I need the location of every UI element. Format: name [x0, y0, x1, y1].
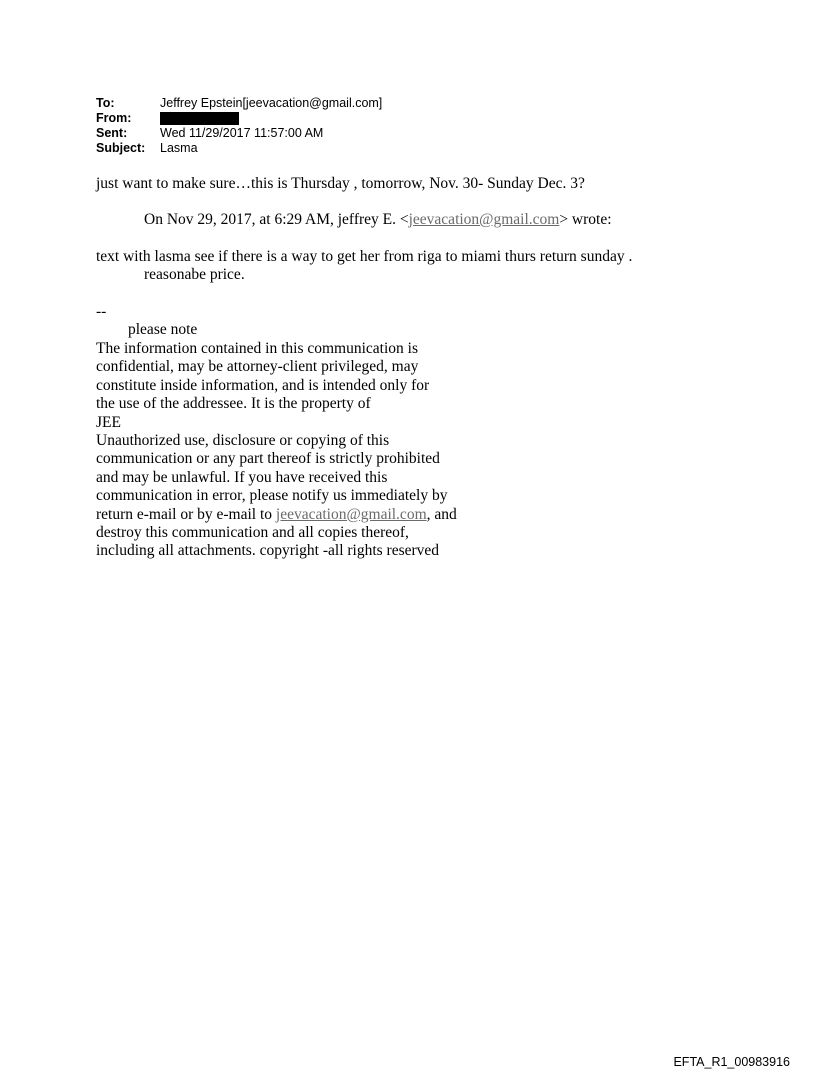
disclaimer-line: communication in error, please notify us immediately by: [96, 487, 448, 505]
disclaimer: [96, 340, 457, 561]
disclaimer-line: confidential, may be attorney-client privileged, may: [96, 358, 419, 376]
disclaimer-link-line: [96, 506, 457, 524]
quoted-line-2: reasonabe price.: [144, 266, 245, 283]
disclaimer-line: The information contained in this communication is: [96, 340, 418, 357]
quote-intro: [144, 211, 612, 229]
to-label: To:: [96, 96, 115, 110]
sent-label: Sent:: [96, 126, 128, 140]
redaction-block: [160, 112, 239, 125]
quote-intro-pre: On Nov 29, 2017, at 6:29 AM, jeffrey E. <: [144, 211, 409, 228]
sent-row: [96, 126, 382, 141]
from-label: From:: [96, 111, 132, 125]
subject-label: Subject:: [96, 141, 146, 155]
quote-intro-post: > wrote:: [559, 211, 612, 228]
sent-value: Wed 11/29/2017 11:57:00 AM: [160, 126, 324, 140]
disclaimer-line: the use of the addressee. It is the property of: [96, 395, 371, 413]
quoted-line-1: text with lasma see if there is a way to get her from riga to miami thurs return sunday .: [96, 248, 633, 265]
disclaimer-link-post: , and: [426, 505, 457, 523]
disclaimer-line: destroy this communication and all copies thereof,: [96, 524, 409, 542]
reply-line: just want to make sure…this is Thursday , tomorrow, Nov. 30- Sunday Dec. 3?: [96, 175, 585, 192]
disclaimer-line: including all attachments. copyright -all rights reserved: [96, 542, 440, 560]
disclaimer-line: and may be unlawful. If you have received this: [96, 468, 388, 486]
to-row: [96, 96, 382, 111]
disclaimer-line: Unauthorized use, disclosure or copying of this: [96, 432, 390, 450]
quote-intro-email-link[interactable]: jeevacation@gmail.com: [408, 211, 560, 228]
subject-row: [96, 141, 382, 156]
disclaimer-email-link[interactable]: jeevacation@gmail.com: [275, 505, 427, 523]
disclaimer-line: communication or any part thereof is strictly prohibited: [96, 450, 440, 468]
disclaimer-line: constitute inside information, and is intended only for: [96, 376, 430, 394]
to-value: Jeffrey Epstein[jeevacation@gmail.com]: [160, 96, 383, 110]
disclaimer-line: JEE: [96, 413, 121, 431]
from-row: [96, 111, 382, 126]
email-header: [96, 96, 382, 156]
document-id: EFTA_R1_00983916: [673, 1055, 790, 1069]
please-note: please note: [128, 321, 198, 338]
signature-separator: --: [96, 303, 107, 320]
disclaimer-link-pre: return e-mail or by e-mail to: [96, 505, 276, 523]
subject-value: Lasma: [160, 141, 198, 155]
